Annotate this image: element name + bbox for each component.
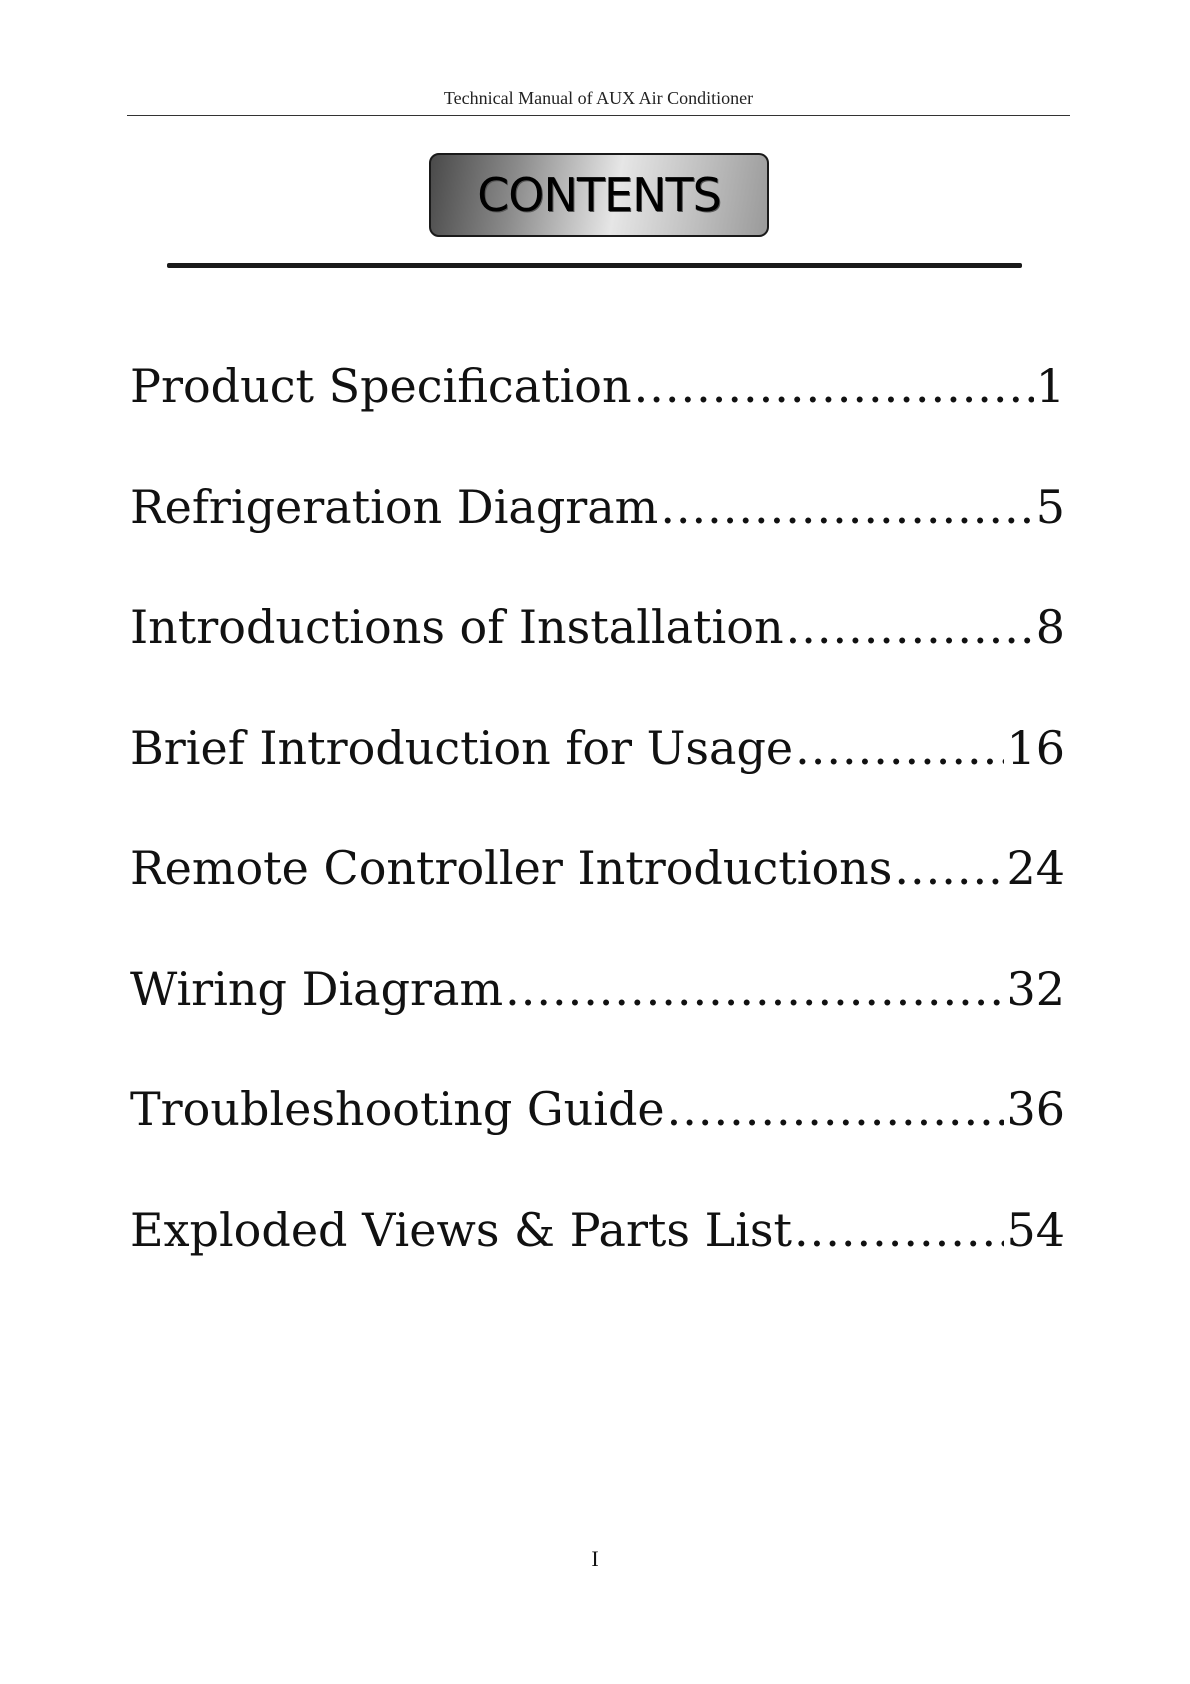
contents-heading-box bbox=[429, 153, 769, 237]
toc-dot-leader bbox=[794, 1195, 1004, 1265]
toc-dot-leader bbox=[894, 833, 1004, 903]
toc-entry-title: Remote Controller Introductions bbox=[130, 841, 893, 895]
toc-entry[interactable] bbox=[130, 351, 1065, 472]
page-number: I bbox=[591, 1546, 599, 1571]
running-header: Technical Manual of AUX Air Conditioner bbox=[443, 88, 754, 108]
toc-entry-page: 54 bbox=[1006, 1202, 1065, 1257]
toc-entry-title: Product Specification bbox=[130, 359, 632, 413]
toc-entry-title: Introductions of Installation bbox=[130, 600, 784, 654]
toc-entry[interactable] bbox=[130, 592, 1065, 713]
contents-title: CONTENTS bbox=[477, 168, 721, 222]
toc-entry[interactable] bbox=[130, 1074, 1065, 1195]
toc-entry-title: Refrigeration Diagram bbox=[130, 479, 659, 534]
table-of-contents bbox=[130, 351, 1065, 1315]
toc-entry-title: Wiring Diagram bbox=[130, 961, 504, 1016]
toc-dot-leader bbox=[667, 1074, 1005, 1144]
toc-dot-leader bbox=[660, 472, 1033, 542]
toc-entry[interactable] bbox=[130, 833, 1065, 954]
toc-dot-leader bbox=[795, 713, 1004, 783]
toc-entry-page: 24 bbox=[1006, 841, 1065, 895]
toc-dot-leader bbox=[786, 592, 1034, 662]
toc-dot-leader bbox=[634, 351, 1034, 421]
toc-entry[interactable] bbox=[130, 713, 1065, 834]
toc-entry-page: 16 bbox=[1006, 720, 1065, 775]
toc-dot-leader bbox=[505, 954, 1004, 1024]
toc-entry-page: 1 bbox=[1035, 359, 1065, 413]
toc-entry-page: 36 bbox=[1006, 1082, 1065, 1136]
toc-entry[interactable] bbox=[130, 954, 1065, 1075]
toc-entry-title: Exploded Views & Parts List bbox=[130, 1202, 792, 1257]
toc-entry[interactable] bbox=[130, 1195, 1065, 1316]
heading-underline bbox=[167, 263, 1022, 268]
toc-entry-page: 8 bbox=[1035, 600, 1065, 654]
toc-entry-title: Troubleshooting Guide bbox=[130, 1082, 665, 1136]
toc-entry-title: Brief Introduction for Usage bbox=[130, 720, 794, 775]
toc-entry-page: 32 bbox=[1006, 961, 1065, 1016]
header-divider bbox=[127, 115, 1070, 116]
toc-entry[interactable] bbox=[130, 472, 1065, 593]
toc-entry-page: 5 bbox=[1035, 479, 1065, 534]
